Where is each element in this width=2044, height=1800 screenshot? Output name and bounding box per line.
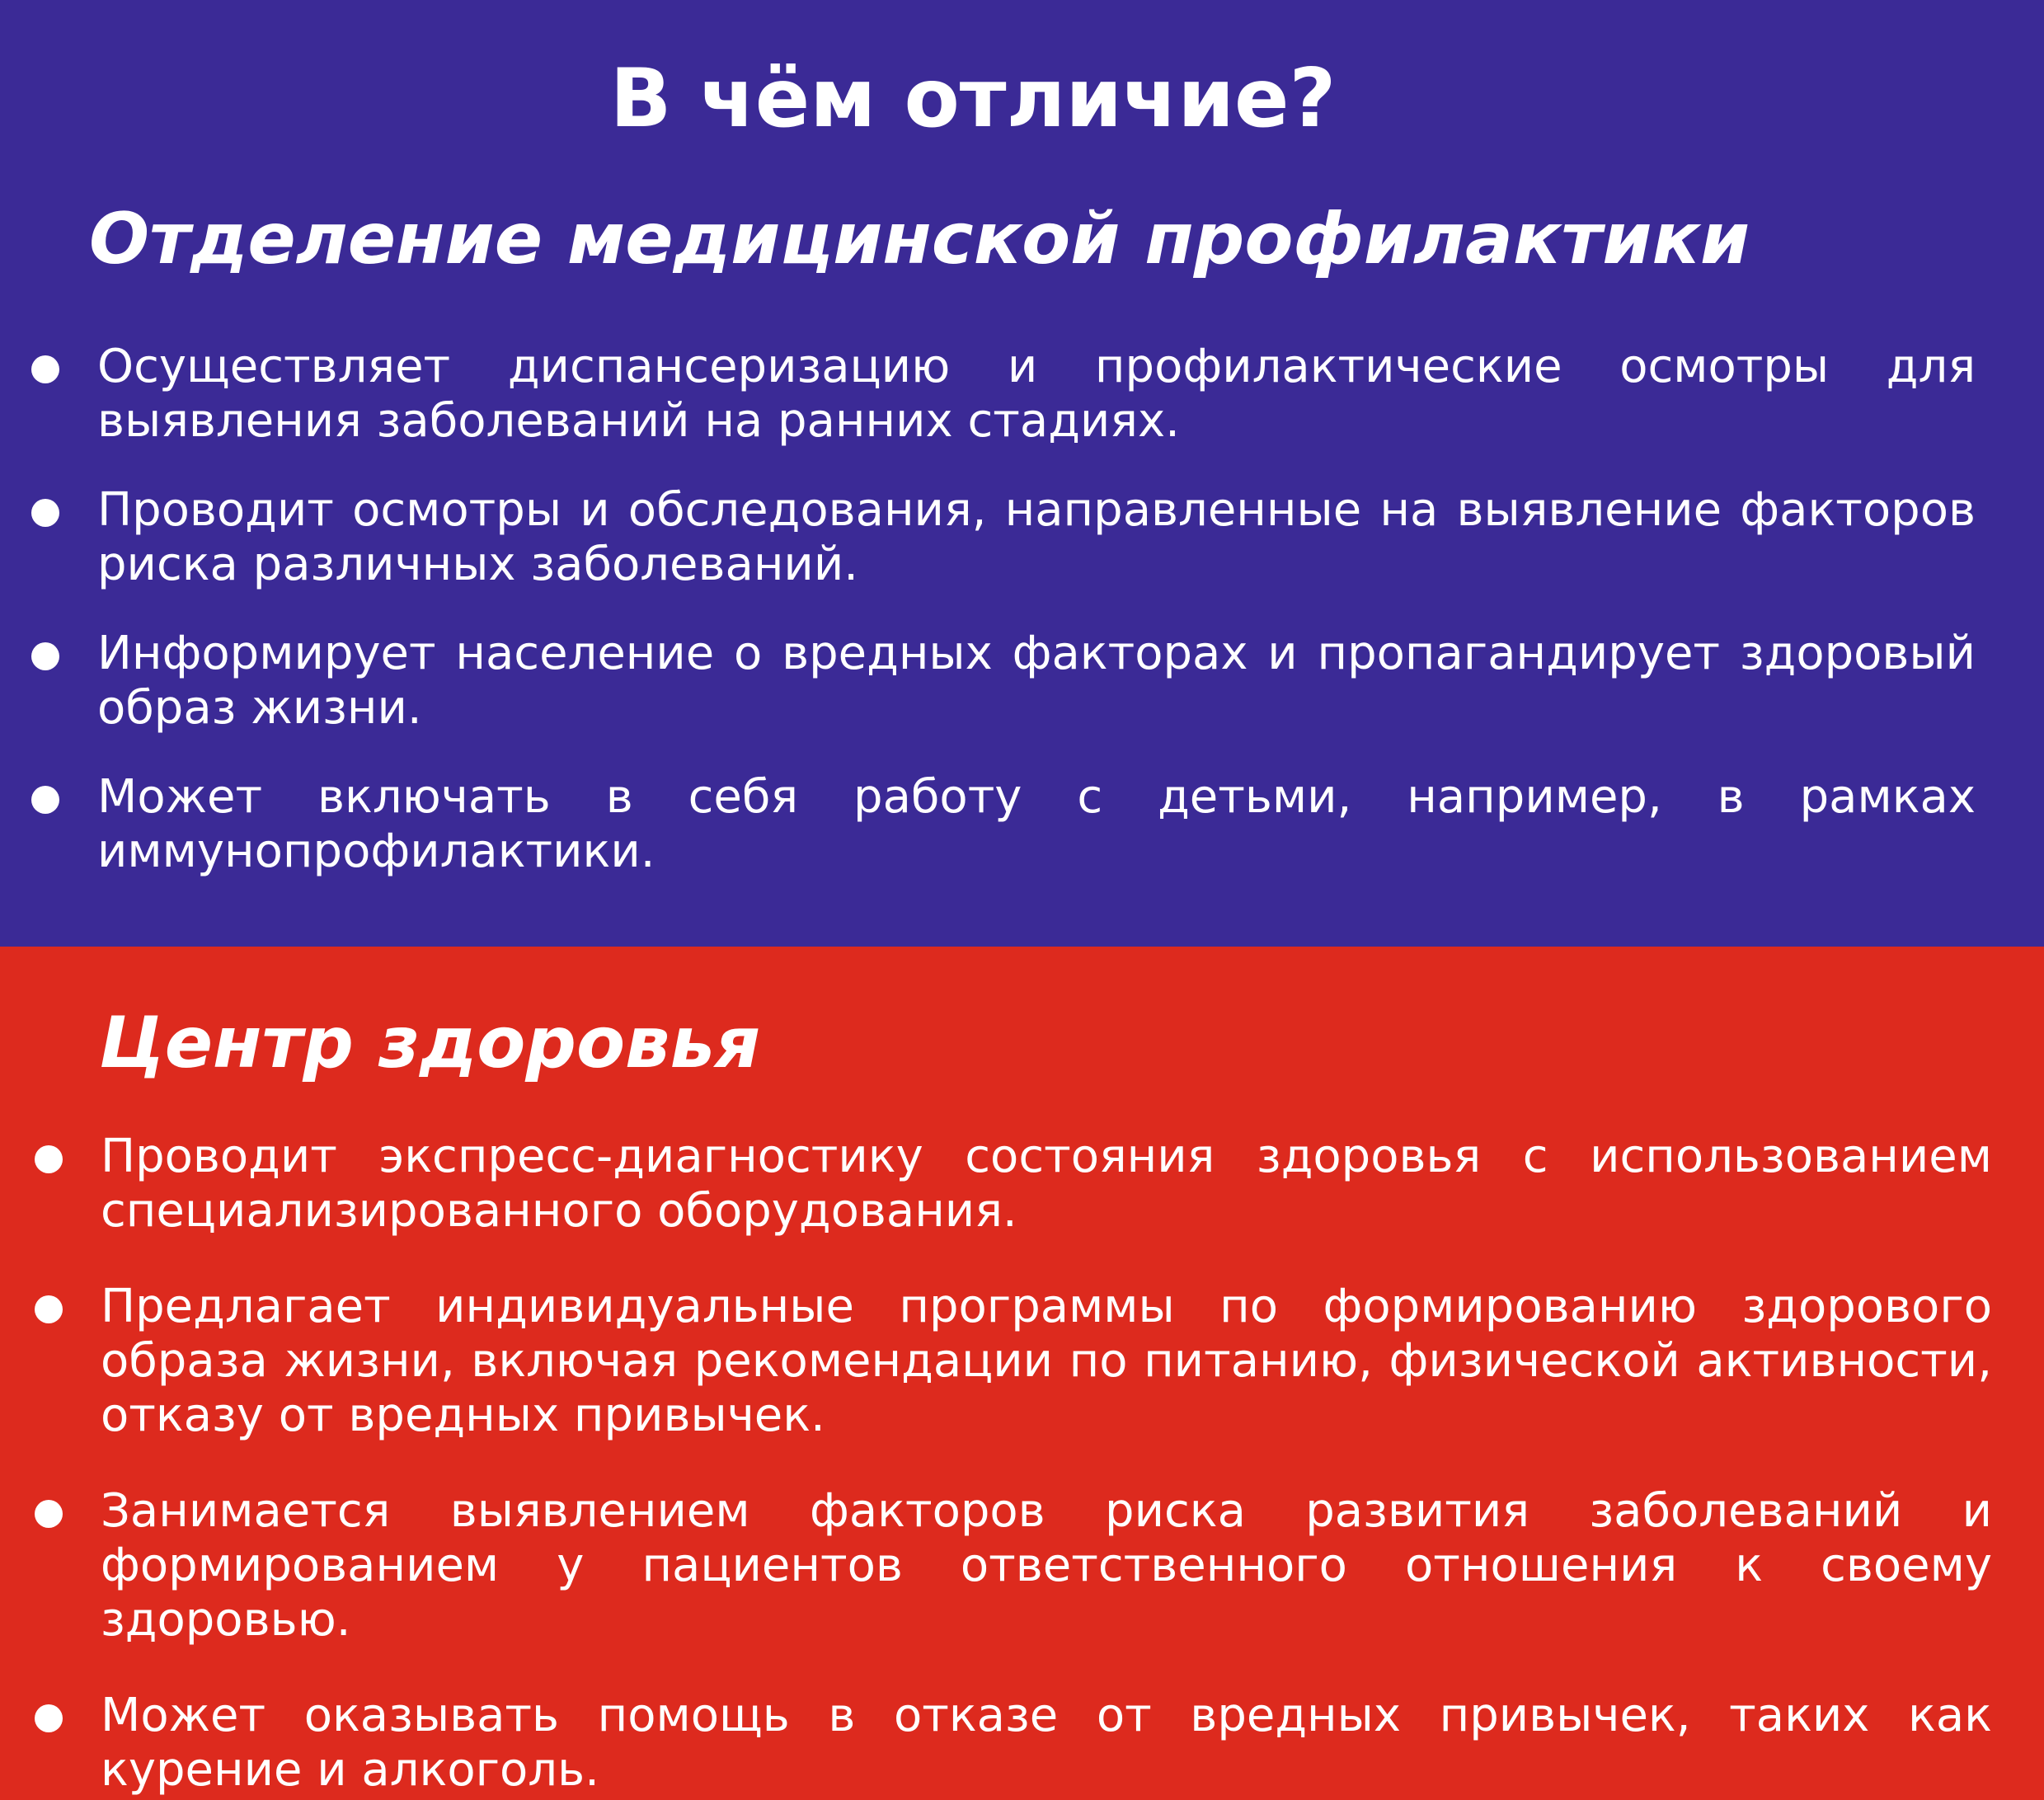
bullet-icon	[31, 786, 59, 814]
list-item-text: Занимается выявлением факторов риска развития заболеваний и формированием у пациентов ответственного отношения к своему здоровью.	[101, 1484, 1992, 1647]
list-item	[97, 340, 1976, 449]
bullet-icon	[31, 642, 59, 670]
list-item-text: Проводит экспресс-диагностику состояния здоровья с использованием специализированного оборудования.	[101, 1130, 1992, 1238]
bullet-icon	[31, 355, 59, 383]
prevention-list	[97, 340, 1976, 914]
list-item	[97, 483, 1976, 592]
bullet-icon	[35, 1145, 63, 1173]
list-item-text: Может оказывать помощь в отказе от вредных привычек, таких как курение и алкоголь.	[101, 1689, 1992, 1797]
list-item-text: Может включать в себя работу с детьми, например, в рамках иммунопрофилактики.	[97, 770, 1976, 878]
list-item-text: Предлагает индивидуальные программы по формированию здорового образа жизни, включая рекомендации по питанию, физической активности, отказу от вредных привычек.	[101, 1280, 1992, 1442]
list-item-text: Осуществляет диспансеризацию и профилактические осмотры для выявления заболеваний на ранних стадиях.	[97, 340, 1976, 448]
list-item	[101, 1689, 1992, 1798]
bullet-icon	[31, 499, 59, 527]
list-item-text: Проводит осмотры и обследования, направленные на выявление факторов риска различных заболеваний.	[97, 483, 1976, 591]
list-item-text: Информирует население о вредных факторах и пропагандирует здоровый образ жизни.	[97, 627, 1976, 735]
list-item	[101, 1130, 1992, 1238]
bullet-icon	[35, 1500, 63, 1528]
bullet-icon	[35, 1704, 63, 1732]
list-item	[101, 1484, 1992, 1647]
page-title: В чём отличие?	[609, 52, 1337, 146]
bullet-icon	[35, 1295, 63, 1323]
list-item	[97, 770, 1976, 879]
list-item	[97, 627, 1976, 736]
section-heading-health-center: Центр здоровья	[99, 1002, 761, 1084]
section-heading-prevention: Отделение медицинской профилактики	[89, 198, 1750, 280]
health-center-list	[101, 1130, 1992, 1800]
list-item	[101, 1280, 1992, 1443]
